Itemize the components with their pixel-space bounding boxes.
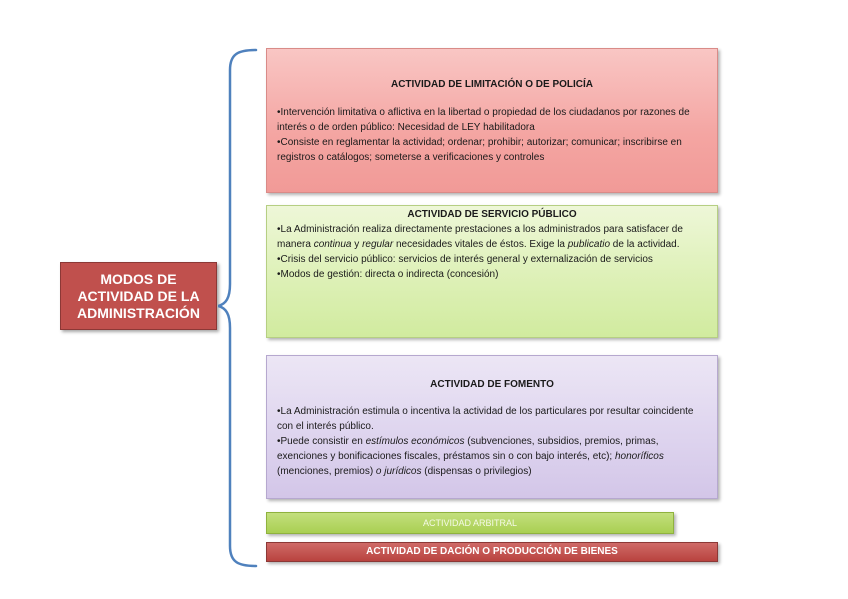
policia-bullet-2: •Consiste en reglamentar la actividad; ordenar; prohibir; autorizar; comunicar; inscribirse en registros o catálogos; someterse a verificaciones y controles bbox=[277, 137, 682, 163]
curly-brace bbox=[218, 48, 258, 568]
arbitral-box bbox=[266, 512, 674, 534]
servicio-title: ACTIVIDAD DE SERVICIO PÚBLICO bbox=[407, 209, 577, 220]
main-concept-box bbox=[60, 262, 217, 330]
servicio-bullet-3: •Modos de gestión: directa o indirecta (concesión) bbox=[277, 269, 499, 280]
servicio-publico-box bbox=[266, 205, 718, 338]
fomento-title: ACTIVIDAD DE FOMENTO bbox=[430, 379, 554, 390]
dacion-title: ACTIVIDAD DE DACIÓN O PRODUCCIÓN DE BIENES bbox=[366, 546, 618, 557]
arbitral-title: ACTIVIDAD ARBITRAL bbox=[422, 518, 518, 528]
fomento-bullet-2: •Puede consistir en estímulos económicos (subvenciones, subsidios, premios, primas, exenciones y bonificaciones fiscales, préstamos sin o con bajo interés, etc); honoríficos (menciones, premios) o jurídicos (dispensas o privilegios) bbox=[277, 436, 664, 477]
policia-bullet-1: •Intervención limitativa o aflictiva en la libertad o propiedad de los ciudadanos por razones de interés o de orden público: Necesidad de LEY habilitadora bbox=[277, 107, 690, 133]
fomento-box bbox=[266, 355, 718, 499]
main-concept-title: MODOS DE ACTIVIDAD DE LA ADMINISTRACIÓN bbox=[77, 270, 200, 321]
servicio-bullet-1: •La Administración realiza directamente prestaciones a los administrados para satisfacer de manera continua y regular necesidades vitales de éstos. Exige la publicatio de la actividad. bbox=[277, 224, 683, 250]
dacion-box bbox=[266, 542, 718, 562]
servicio-bullet-2: •Crisis del servicio público: servicios de interés general y externalización de servicios bbox=[277, 254, 653, 265]
fomento-bullet-1: •La Administración estimula o incentiva la actividad de los particulares por resultar coincidente con el interés público. bbox=[277, 406, 694, 432]
policia-box bbox=[266, 48, 718, 193]
policia-title: ACTIVIDAD DE LIMITACIÓN O DE POLICÍA bbox=[390, 79, 594, 90]
